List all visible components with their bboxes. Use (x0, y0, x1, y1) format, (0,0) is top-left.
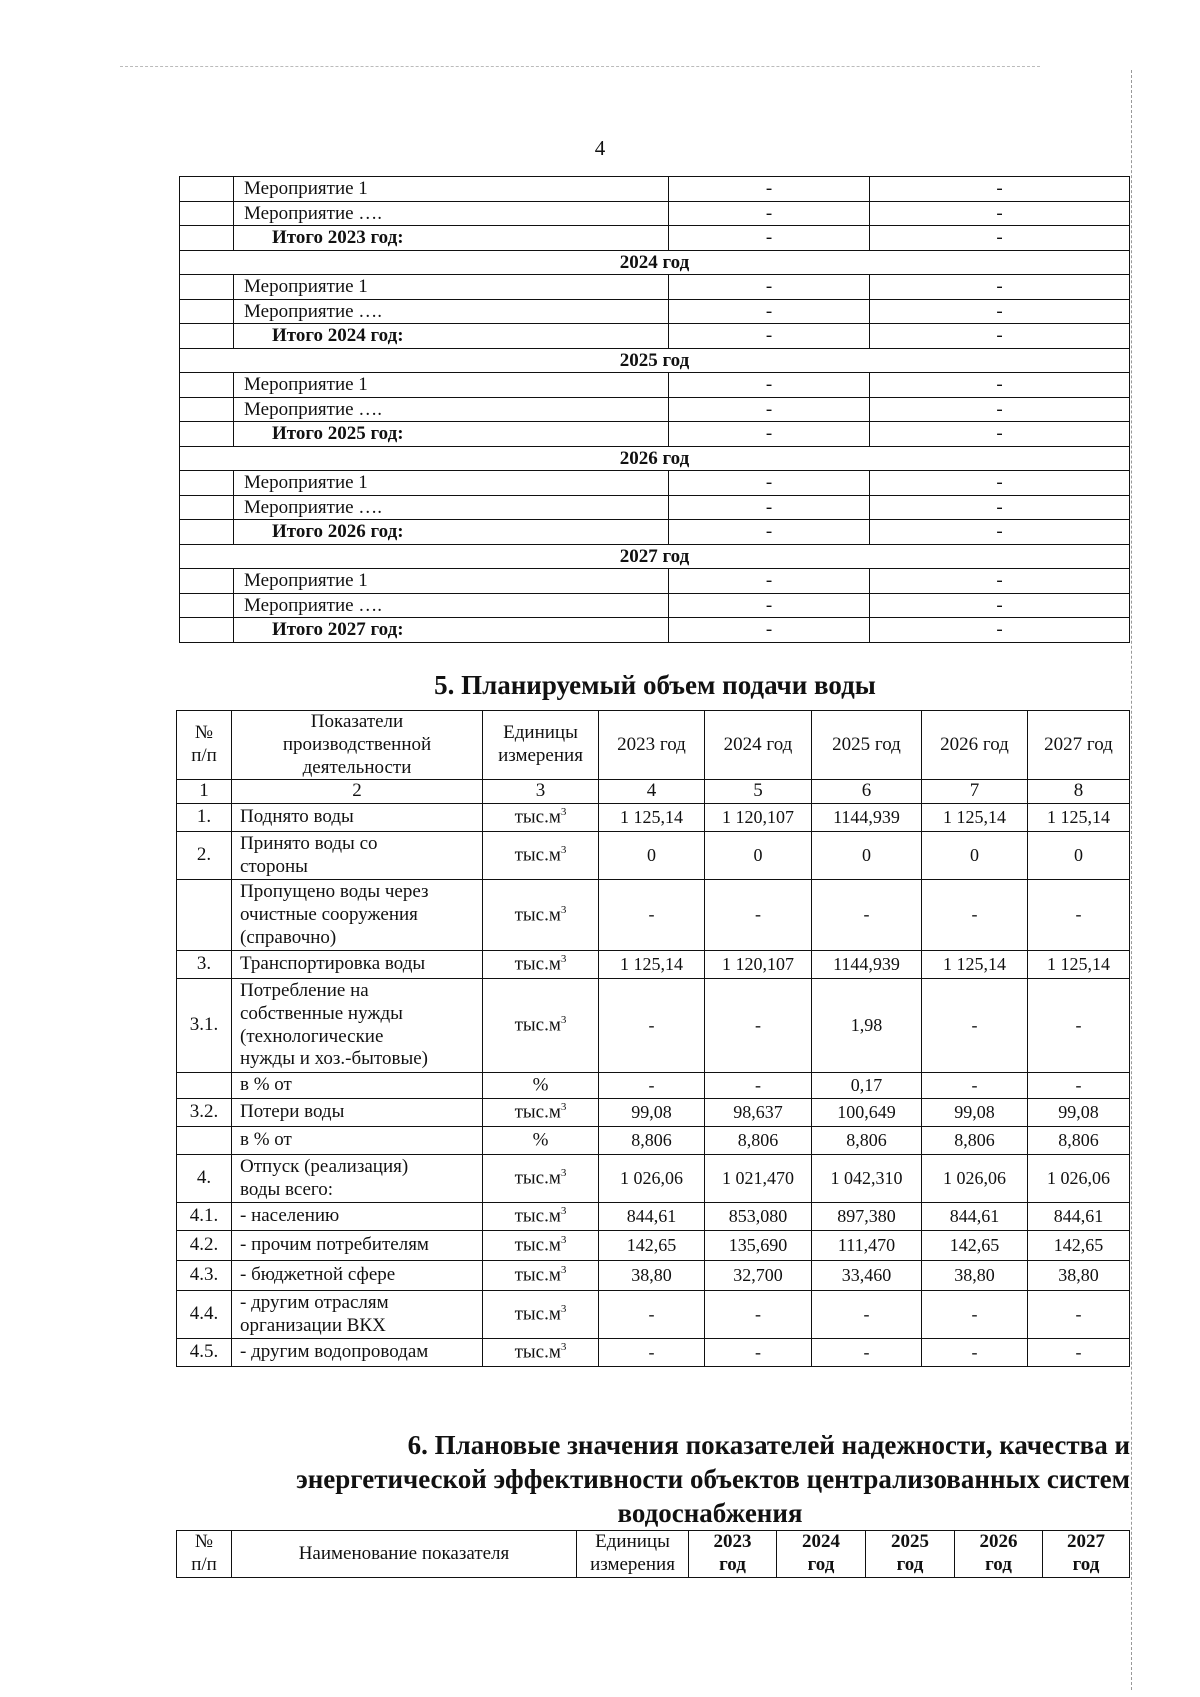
value-cell: - (1028, 979, 1130, 1073)
activity-row (180, 593, 1130, 618)
value-cell: - (812, 1291, 922, 1339)
total-row (180, 520, 1130, 545)
empty-cell (180, 324, 234, 349)
value-cell: 853,080 (705, 1203, 812, 1231)
table-row (177, 1203, 1130, 1231)
unit-superscript: 3 (560, 1167, 567, 1180)
water-supply-volume-table (176, 710, 1130, 1367)
year-header: 2027 год (180, 544, 1130, 569)
unit-cell (483, 804, 599, 832)
activity-row (180, 495, 1130, 520)
value-cell: - (870, 373, 1130, 398)
row-number: 4.1. (177, 1203, 232, 1231)
value-cell: 1 125,14 (922, 804, 1028, 832)
unit-text: % (532, 1129, 549, 1151)
value-cell: - (669, 324, 870, 349)
value-cell: 8,806 (812, 1127, 922, 1155)
value-cell: - (669, 201, 870, 226)
column-header: 2024 год (705, 711, 812, 780)
column-number: 4 (599, 780, 705, 804)
value-cell: - (870, 495, 1130, 520)
value-cell: 111,470 (812, 1231, 922, 1261)
value-cell: - (669, 569, 870, 594)
unit-text: тыс.м (514, 1167, 561, 1189)
indicator-name: Потребление на собственные нужды (технологические нужды и хоз.-бытовые) (232, 979, 483, 1073)
value-cell: 38,80 (1028, 1261, 1130, 1291)
value-cell: 1 021,470 (705, 1155, 812, 1203)
unit-superscript: 3 (560, 806, 567, 819)
value-cell: - (669, 422, 870, 447)
year-header-row (180, 348, 1130, 373)
column-header: 2027 год (1043, 1531, 1130, 1578)
value-cell: 1 026,06 (599, 1155, 705, 1203)
row-number: 3.1. (177, 979, 232, 1073)
empty-cell (180, 201, 234, 226)
column-header: Единицы измерения (483, 711, 599, 780)
value-cell: - (669, 520, 870, 545)
table-row (177, 1231, 1130, 1261)
column-number: 6 (812, 780, 922, 804)
value-cell: 1 042,310 (812, 1155, 922, 1203)
section-5-title: 5. Планируемый объем подачи воды (434, 670, 876, 700)
row-number: 4.2. (177, 1231, 232, 1261)
value-cell: 897,380 (812, 1203, 922, 1231)
unit-cell (483, 832, 599, 880)
total-row (180, 618, 1130, 643)
unit-text: тыс.м (514, 1234, 561, 1256)
value-cell: 8,806 (705, 1127, 812, 1155)
year-header: 2025 год (180, 348, 1130, 373)
column-header: № п/п (177, 1531, 232, 1578)
empty-cell (180, 569, 234, 594)
value-cell: - (870, 593, 1130, 618)
column-number: 1 (177, 780, 232, 804)
unit-cell (483, 1261, 599, 1291)
column-header: 2024 год (777, 1531, 866, 1578)
unit-cell (483, 1203, 599, 1231)
value-cell: - (870, 177, 1130, 202)
unit-superscript: 3 (560, 953, 567, 966)
empty-cell (180, 226, 234, 251)
row-number: 3.2. (177, 1099, 232, 1127)
indicator-name: Поднято воды (232, 804, 483, 832)
value-cell: - (599, 1339, 705, 1367)
column-header: 2023 год (689, 1531, 777, 1578)
unit-cell (483, 1155, 599, 1203)
unit-cell (483, 1127, 599, 1155)
value-cell: 844,61 (599, 1203, 705, 1231)
year-header-row (180, 544, 1130, 569)
value-cell: 142,65 (922, 1231, 1028, 1261)
table-row (177, 1155, 1130, 1203)
value-cell: 99,08 (922, 1099, 1028, 1127)
activity-row (180, 373, 1130, 398)
table-row (177, 979, 1130, 1073)
table-header-row (177, 711, 1130, 780)
row-number: 4. (177, 1155, 232, 1203)
value-cell: 8,806 (922, 1127, 1028, 1155)
column-number: 8 (1028, 780, 1130, 804)
page-number: 4 (594, 136, 606, 160)
indicator-name: - прочим потребителям (232, 1231, 483, 1261)
reliability-indicators-table (176, 1530, 1130, 1578)
row-number: 3. (177, 951, 232, 979)
activity-name: Мероприятие …. (234, 593, 669, 618)
value-cell: - (1028, 1339, 1130, 1367)
column-number: 2 (232, 780, 483, 804)
value-cell: 33,460 (812, 1261, 922, 1291)
table-row (177, 1099, 1130, 1127)
column-header: 2025 год (866, 1531, 955, 1578)
column-number-row (177, 780, 1130, 804)
value-cell: - (669, 373, 870, 398)
value-cell: 0 (812, 832, 922, 880)
table-row (177, 1339, 1130, 1367)
column-header: 2023 год (599, 711, 705, 780)
empty-cell (180, 520, 234, 545)
value-cell: 1 125,14 (1028, 804, 1130, 832)
activity-row (180, 201, 1130, 226)
value-cell: - (922, 1339, 1028, 1367)
unit-cell (483, 1231, 599, 1261)
value-cell: 135,690 (705, 1231, 812, 1261)
empty-cell (180, 593, 234, 618)
value-cell: 8,806 (599, 1127, 705, 1155)
column-number: 3 (483, 780, 599, 804)
value-cell: 0 (599, 832, 705, 880)
table-header-row (177, 1531, 1130, 1578)
row-number: 4.3. (177, 1261, 232, 1291)
value-cell: - (669, 495, 870, 520)
value-cell: - (870, 397, 1130, 422)
value-cell: 1 026,06 (922, 1155, 1028, 1203)
indicator-name: - другим водопроводам (232, 1339, 483, 1367)
value-cell: 0 (922, 832, 1028, 880)
activity-row (180, 275, 1130, 300)
table-row (177, 1291, 1130, 1339)
unit-cell (483, 1291, 599, 1339)
activity-name: Мероприятие …. (234, 201, 669, 226)
value-cell: 1 125,14 (1028, 951, 1130, 979)
indicator-name: Принято воды со стороны (232, 832, 483, 880)
table-row (177, 1261, 1130, 1291)
unit-superscript: 3 (560, 1205, 567, 1218)
unit-superscript: 3 (560, 1014, 567, 1027)
value-cell: - (870, 275, 1130, 300)
unit-text: % (532, 1074, 549, 1096)
activity-name: Мероприятие …. (234, 397, 669, 422)
value-cell: 0 (705, 832, 812, 880)
unit-cell (483, 951, 599, 979)
value-cell: - (812, 1339, 922, 1367)
empty-cell (180, 275, 234, 300)
indicator-name: в % от (232, 1073, 483, 1099)
empty-cell (180, 177, 234, 202)
row-number: 2. (177, 832, 232, 880)
activity-name: Мероприятие 1 (234, 569, 669, 594)
activity-name: Мероприятие 1 (234, 177, 669, 202)
activity-name: Итого 2025 год: (234, 422, 669, 447)
year-header-row (180, 446, 1130, 471)
activity-row (180, 569, 1130, 594)
unit-cell (483, 1073, 599, 1099)
value-cell: - (599, 1291, 705, 1339)
unit-cell (483, 1339, 599, 1367)
value-cell: 1144,939 (812, 951, 922, 979)
value-cell: 1 026,06 (1028, 1155, 1130, 1203)
empty-cell (180, 495, 234, 520)
value-cell: - (870, 569, 1130, 594)
activity-row (180, 177, 1130, 202)
scan-artifact-line (120, 66, 1040, 67)
value-cell: 38,80 (599, 1261, 705, 1291)
value-cell: 1 125,14 (922, 951, 1028, 979)
value-cell: 1 120,107 (705, 951, 812, 979)
column-number: 7 (922, 780, 1028, 804)
empty-cell (180, 397, 234, 422)
row-number: 1. (177, 804, 232, 832)
unit-text: тыс.м (514, 844, 561, 866)
row-number (177, 1127, 232, 1155)
column-header: Наименование показателя (232, 1531, 577, 1578)
column-header: 2026 год (922, 711, 1028, 780)
activity-row (180, 471, 1130, 496)
activity-name: Итого 2023 год: (234, 226, 669, 251)
value-cell: - (870, 471, 1130, 496)
scan-edge-artifact (1131, 70, 1132, 1690)
value-cell: - (870, 520, 1130, 545)
unit-text: тыс.м (514, 1264, 561, 1286)
activity-row (180, 397, 1130, 422)
year-header: 2024 год (180, 250, 1130, 275)
value-cell: - (1028, 1073, 1130, 1099)
section-6-title-line-1: 6. Плановые значения показателей надежности, качества и (407, 1430, 1130, 1460)
indicator-name: Отпуск (реализация) воды всего: (232, 1155, 483, 1203)
unit-cell (483, 880, 599, 951)
column-number: 5 (705, 780, 812, 804)
activity-name: Мероприятие …. (234, 495, 669, 520)
table-row (177, 1127, 1130, 1155)
value-cell: - (599, 880, 705, 951)
row-number (177, 880, 232, 951)
total-row (180, 422, 1130, 447)
value-cell: - (922, 880, 1028, 951)
value-cell: - (705, 979, 812, 1073)
value-cell: - (599, 979, 705, 1073)
table-row (177, 880, 1130, 951)
row-number: 4.4. (177, 1291, 232, 1339)
activities-table (179, 176, 1130, 643)
activity-name: Мероприятие 1 (234, 373, 669, 398)
row-number (177, 1073, 232, 1099)
value-cell: - (922, 1291, 1028, 1339)
value-cell: - (870, 324, 1130, 349)
value-cell: - (705, 880, 812, 951)
value-cell: - (870, 201, 1130, 226)
value-cell: 1 125,14 (599, 951, 705, 979)
value-cell: - (812, 880, 922, 951)
unit-superscript: 3 (560, 1303, 567, 1316)
value-cell: - (669, 618, 870, 643)
unit-text: тыс.м (514, 1341, 561, 1363)
unit-superscript: 3 (560, 844, 567, 857)
indicator-name: - бюджетной сфере (232, 1261, 483, 1291)
table-row (177, 951, 1130, 979)
value-cell: 100,649 (812, 1099, 922, 1127)
value-cell: - (1028, 880, 1130, 951)
empty-cell (180, 373, 234, 398)
unit-text: тыс.м (514, 903, 561, 925)
unit-text: тыс.м (514, 1205, 561, 1227)
activity-name: Мероприятие 1 (234, 275, 669, 300)
column-header: 2026 год (955, 1531, 1043, 1578)
value-cell: 32,700 (705, 1261, 812, 1291)
value-cell: 8,806 (1028, 1127, 1130, 1155)
unit-superscript: 3 (560, 1341, 567, 1354)
year-header-row (180, 250, 1130, 275)
value-cell: - (669, 177, 870, 202)
activity-name: Мероприятие 1 (234, 471, 669, 496)
value-cell: - (669, 593, 870, 618)
value-cell: 1 120,107 (705, 804, 812, 832)
empty-cell (180, 471, 234, 496)
value-cell: - (669, 471, 870, 496)
value-cell: - (705, 1339, 812, 1367)
unit-superscript: 3 (560, 1234, 567, 1247)
value-cell: 142,65 (1028, 1231, 1130, 1261)
activity-name: Итого 2026 год: (234, 520, 669, 545)
value-cell: 1144,939 (812, 804, 922, 832)
value-cell: 99,08 (1028, 1099, 1130, 1127)
unit-text: тыс.м (514, 1101, 561, 1123)
value-cell: - (922, 979, 1028, 1073)
table-row (177, 832, 1130, 880)
value-cell: - (669, 299, 870, 324)
unit-cell (483, 979, 599, 1073)
activity-name: Мероприятие …. (234, 299, 669, 324)
value-cell: 844,61 (1028, 1203, 1130, 1231)
indicator-name: - населению (232, 1203, 483, 1231)
row-number: 4.5. (177, 1339, 232, 1367)
empty-cell (180, 618, 234, 643)
value-cell: - (1028, 1291, 1130, 1339)
column-header: Показатели производственной деятельности (232, 711, 483, 780)
value-cell: - (669, 397, 870, 422)
empty-cell (180, 299, 234, 324)
value-cell: - (705, 1291, 812, 1339)
year-header: 2026 год (180, 446, 1130, 471)
unit-superscript: 3 (560, 1101, 567, 1114)
section-6-title (230, 1428, 1130, 1530)
activity-name: Итого 2027 год: (234, 618, 669, 643)
section-6-title-line-2: энергетической эффективности объектов централизованных систем (296, 1464, 1130, 1494)
unit-cell (483, 1099, 599, 1127)
value-cell: - (599, 1073, 705, 1099)
value-cell: - (870, 299, 1130, 324)
value-cell: - (669, 226, 870, 251)
unit-text: тыс.м (514, 1014, 561, 1036)
activity-row (180, 299, 1130, 324)
unit-text: тыс.м (514, 806, 561, 828)
table-row (177, 1073, 1130, 1099)
table-row (177, 804, 1130, 832)
value-cell: - (870, 618, 1130, 643)
total-row (180, 324, 1130, 349)
indicator-name: в % от (232, 1127, 483, 1155)
value-cell: 38,80 (922, 1261, 1028, 1291)
value-cell: - (870, 422, 1130, 447)
value-cell: - (870, 226, 1130, 251)
activity-name: Итого 2024 год: (234, 324, 669, 349)
value-cell: 0,17 (812, 1073, 922, 1099)
column-header: № п/п (177, 711, 232, 780)
indicator-name: Транспортировка воды (232, 951, 483, 979)
value-cell: 1,98 (812, 979, 922, 1073)
value-cell: 142,65 (599, 1231, 705, 1261)
section-6-title-line-3: водоснабжения (617, 1498, 803, 1528)
value-cell: 1 125,14 (599, 804, 705, 832)
empty-cell (180, 422, 234, 447)
column-header: 2027 год (1028, 711, 1130, 780)
value-cell: 0 (1028, 832, 1130, 880)
value-cell: - (669, 275, 870, 300)
value-cell: - (922, 1073, 1028, 1099)
column-header: 2025 год (812, 711, 922, 780)
column-header: Единицы измерения (577, 1531, 689, 1578)
unit-text: тыс.м (514, 953, 561, 975)
indicator-name: Пропущено воды через очистные сооружения (справочно) (232, 880, 483, 951)
unit-text: тыс.м (514, 1303, 561, 1325)
indicator-name: Потери воды (232, 1099, 483, 1127)
value-cell: - (705, 1073, 812, 1099)
value-cell: 844,61 (922, 1203, 1028, 1231)
indicator-name: - другим отраслям организации ВКХ (232, 1291, 483, 1339)
value-cell: 98,637 (705, 1099, 812, 1127)
total-row (180, 226, 1130, 251)
value-cell: 99,08 (599, 1099, 705, 1127)
unit-superscript: 3 (560, 903, 567, 916)
unit-superscript: 3 (560, 1264, 567, 1277)
